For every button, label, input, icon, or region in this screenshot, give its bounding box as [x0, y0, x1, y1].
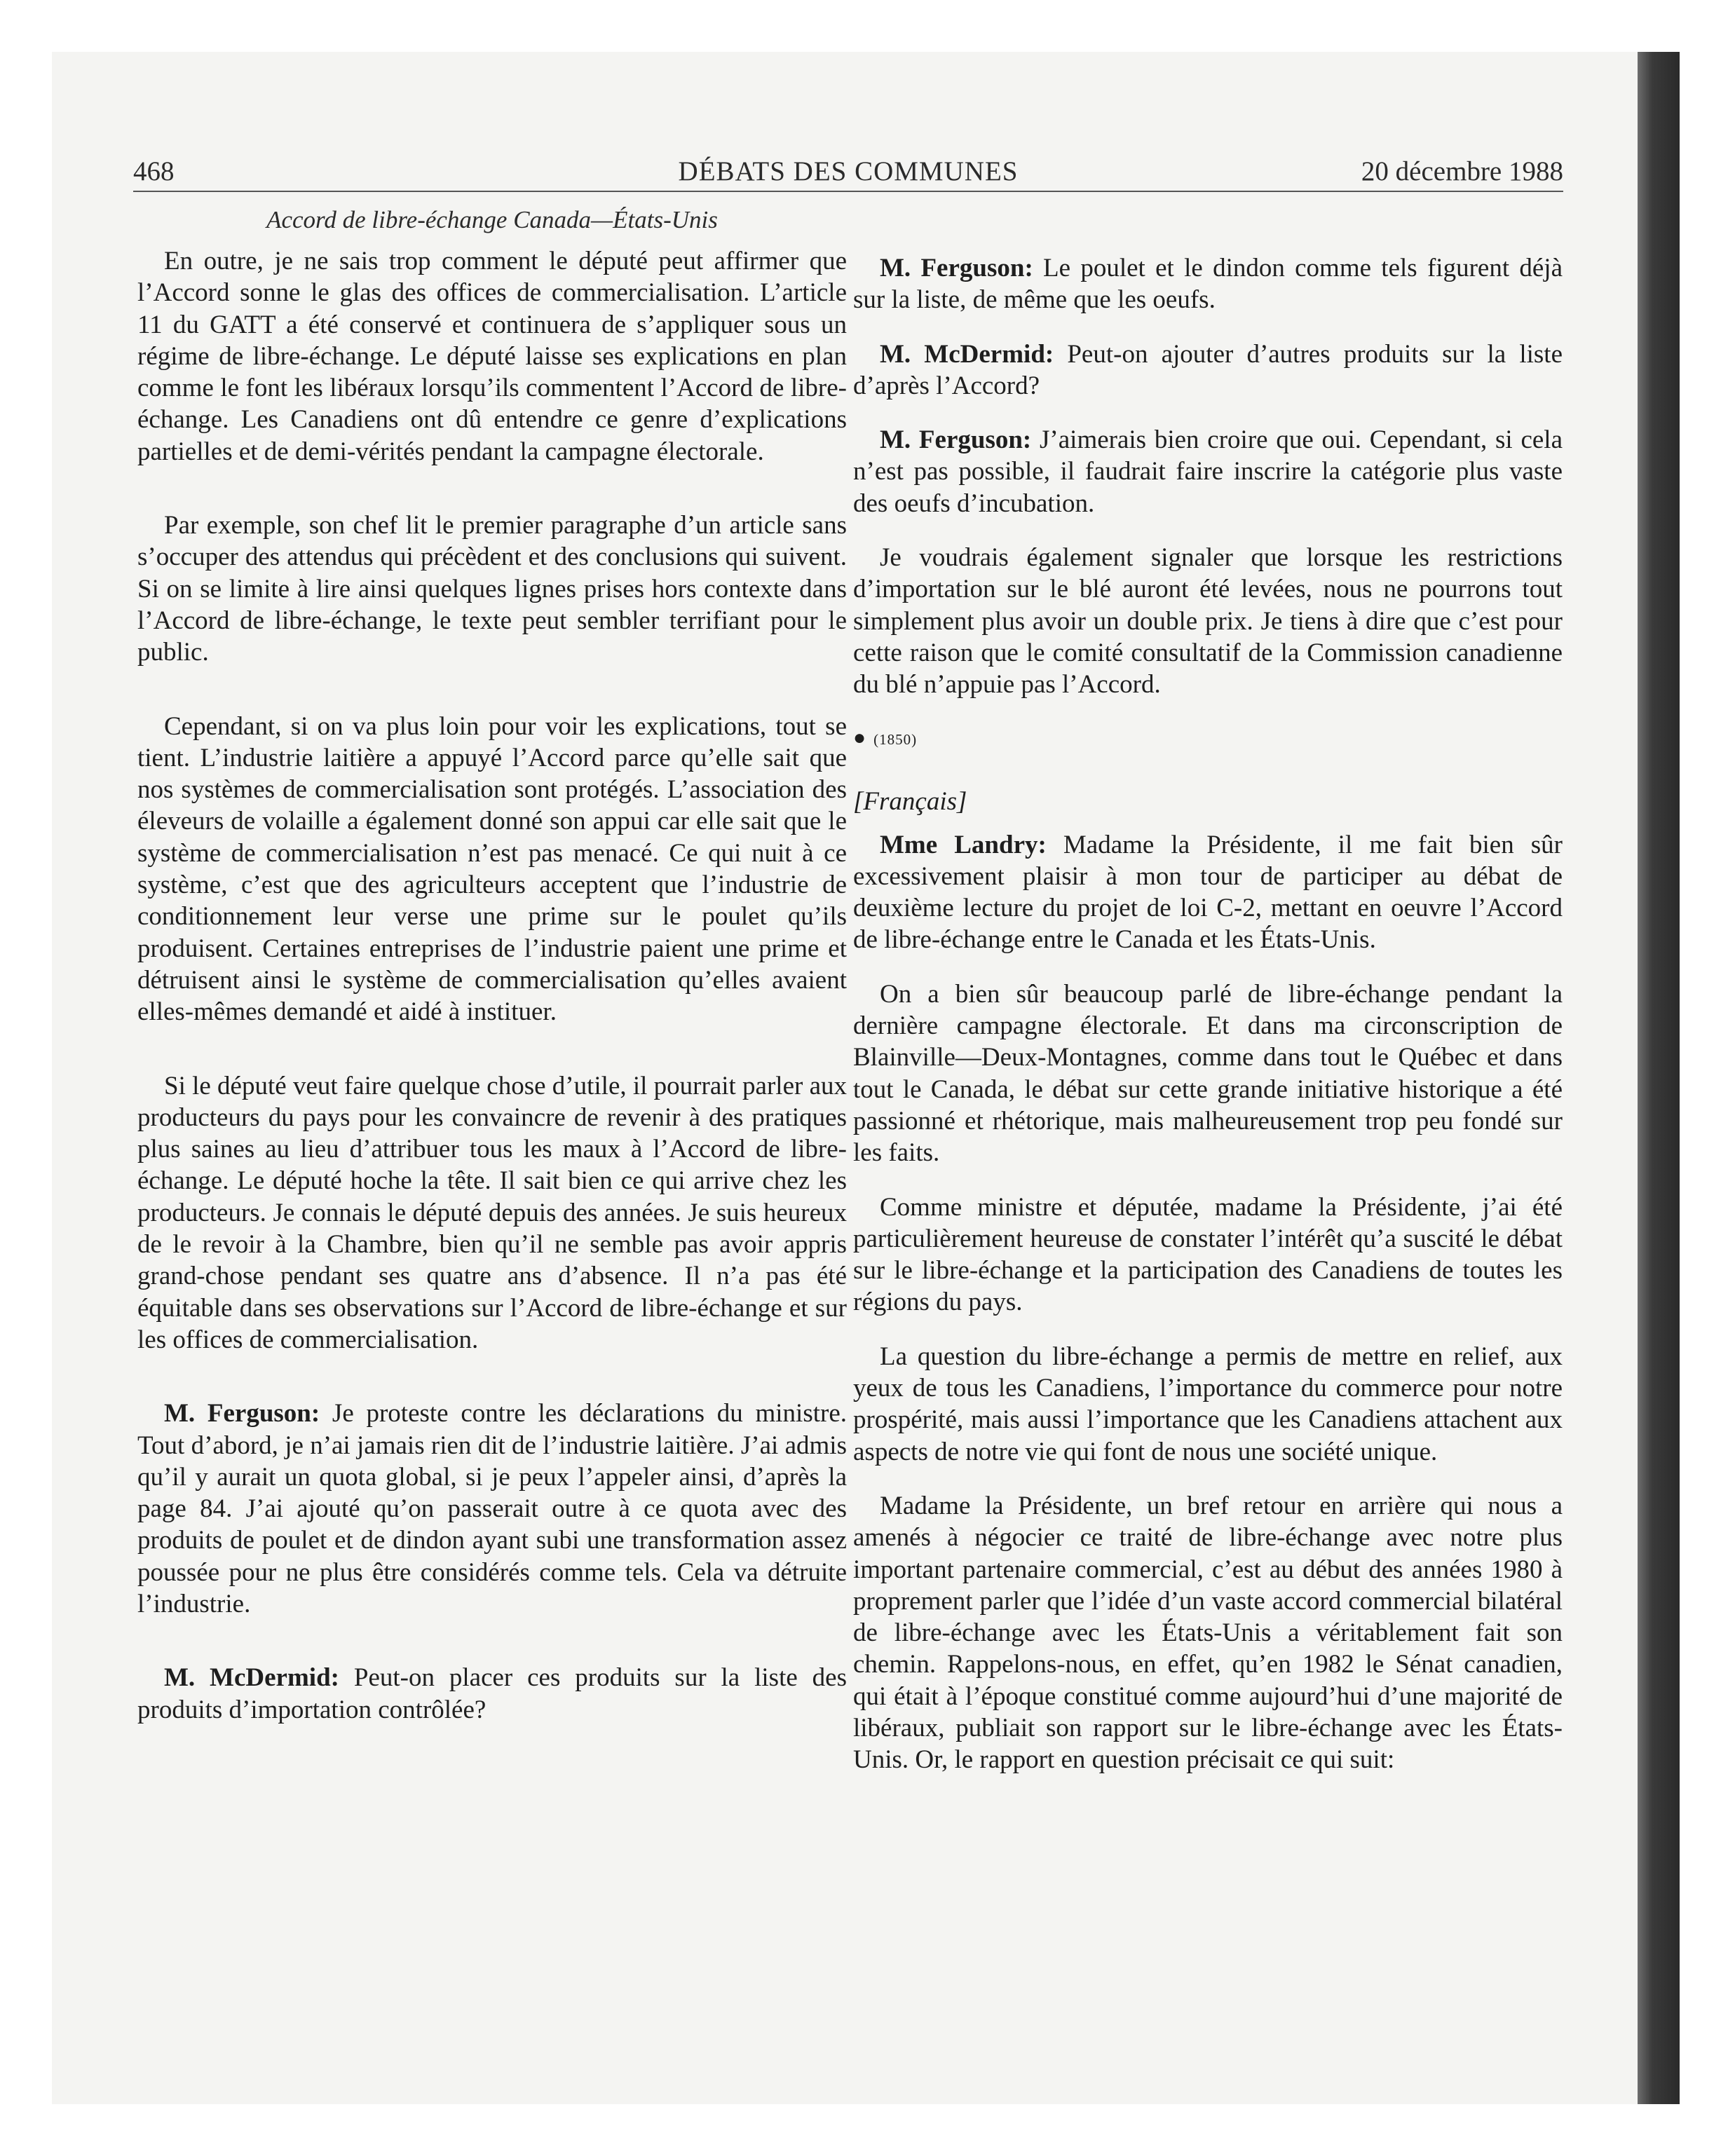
speech-ferguson: [853, 424, 1563, 519]
speech-ferguson: [853, 252, 1563, 316]
paragraph: Comme ministre et députée, madame la Présidente, j’ai été particulièrement heureuse de constater l’intérêt qu’a suscité le débat sur le libre-échange et la participation des Canadiens de toutes les régions du pays.: [853, 1192, 1563, 1317]
time-marker: [853, 726, 1563, 754]
speaker-name: M. McDermid:: [164, 1663, 339, 1693]
language-marker: [Français]: [853, 786, 967, 816]
speech-ferguson: [137, 1398, 847, 1620]
paragraph: En outre, je ne sais trop comment le député peut affirmer que l’Accord sonne le glas des offices de commercialisation. L’article 11 du GATT a été conservé et continuera de s’appliquer sous un régime de libre-échange. Le député laisse ses explications en plan comme le font les libéraux lorsqu’ils commentent l’Accord de libre-échange. Les Canadiens ont dû entendre ce genre d’explications partielles et de demi-vérités pendant la campagne électorale.: [137, 247, 847, 466]
paragraph: On a bien sûr beaucoup parlé de libre-échange pendant la dernière campagne électorale. Et dans ma circonscription de Blainville—Deux-Montagnes, comme dans tout le Québec et dans tout le Canada, le débat sur cette grande initiative historique a été passionné et rhétorique, mais malheureusement trop peu fondé sur les faits.: [853, 979, 1563, 1168]
speech-landry: [853, 829, 1563, 956]
speaker-name: M. McDermid:: [880, 339, 1054, 369]
speaker-name: Mme Landry:: [880, 830, 1047, 859]
speech-text: Je proteste contre les déclarations du ministre. Tout d’abord, je n’ai jamais rien dit de l’industrie laitière. J’ai admis qu’il y aurait un quota global, si je peux l’appeler ainsi, d’après la page 84. J’ai ajouté qu’on passerait outre à ce quota avec des produits de poulet et de dindon ayant subi une transformation assez poussée pour ne plus être considérés comme tels. Cela va détruite l’industrie.: [137, 1399, 847, 1618]
speaker-name: M. Ferguson:: [880, 425, 1032, 455]
bullet-icon: ●: [853, 725, 867, 749]
speaker-name: M. Ferguson:: [880, 254, 1033, 282]
journal-title: DÉBATS DES COMMUNES: [678, 156, 1019, 186]
paragraph: Madame la Présidente, un bref retour en arrière qui nous a amenés à négocier ce traité de libre-échange avec notre plus important partenaire commercial, c’est au début des années 1980 à proprement parler que l’idée d’un vaste accord commercial bilatéral de libre-échange avec les États-Unis a véritablement fait son chemin. Rappelons-nous, en effet, qu’en 1982 le Sénat canadien, qui était à l’époque constitué comme aujourd’hui d’une majorité de libéraux, publiait son rapport sur le libre-échange avec les États-Unis. Or, le rapport en question précisait ce qui suit:: [853, 1491, 1563, 1775]
speech-text: Peut-on ajouter d’autres produits sur la liste d’après l’Accord?: [853, 339, 1563, 400]
speaker-name: M. Ferguson:: [164, 1399, 320, 1428]
paragraph: Par exemple, son chef lit le premier paragraphe d’un article sans s’occuper des attendus qui précèdent et des conclusions qui suivent. Si on se limite à lire ainsi quelques lignes prises hors contexte dans l’Accord de libre-échange, le texte peut sembler terrifiant pour le public.: [137, 511, 847, 667]
page-number: 468: [133, 156, 175, 186]
speech-text: J’aimerais bien croire que oui. Cependant, si cela n’est pas possible, il faudrait faire inscrire la catégorie plus vaste des oeufs d’incubation.: [853, 425, 1563, 518]
header-rule: [133, 191, 1563, 192]
paragraph: Cependant, si on va plus loin pour voir les explications, tout se tient. L’industrie laitière a appuyé l’Accord parce qu’elle sait que nos systèmes de commercialisation sont protégés. L’association des éleveurs de volaille a également donné son appui car elle sait que le système de commercialisation n’est pas menacé. Ce qui nuit à ce système, c’est que des agriculteurs acceptent que l’industrie de conditionnement leur verse une prime sur le poulet qu’ils produisent. Certaines entreprises de l’industrie paient une prime et détruisent ainsi le système de commercialisation qu’elles avaient elles-mêmes demandé et aidé à instituer.: [137, 711, 847, 1027]
left-column: [137, 203, 847, 1726]
speech-text: Peut-on placer ces produits sur la liste des produits d’importation contrôlée?: [137, 1663, 847, 1724]
paragraph: La question du libre-échange a permis de mettre en relief, aux yeux de tous les Canadiens, l’importance du commerce pour notre prospérité, mais aussi l’importance que les Canadiens attachent aux aspects de notre vie qui font de nous une société unique.: [853, 1342, 1563, 1466]
scan-edge-shadow: [1638, 52, 1680, 2104]
speech-text: Madame la Présidente, il me fait bien sûr excessivement plaisir à mon tour de participer au débat de deuxième lecture du projet de loi C-2, mettant en oeuvre l’Accord de libre-échange entre le Canada et les États-Unis.: [853, 830, 1563, 955]
time-marker-text: (1850): [873, 730, 918, 748]
speech-text: Le poulet et le dindon comme tels figurent déjà sur la liste, de même que les oeufs.: [853, 254, 1563, 315]
speech-mcdermid: [137, 1662, 847, 1726]
speech-mcdermid: [853, 339, 1563, 402]
paragraph: Je voudrais également signaler que lorsque les restrictions d’importation sur le blé auront été levées, nous ne pourrons tout simplement plus avoir un double prix. Je tiens à dire que c’est pour cette raison que le comité consultatif de la Commission canadienne du blé n’appuie pas l’Accord.: [853, 543, 1563, 700]
paragraph: Si le député veut faire quelque chose d’utile, il pourrait parler aux producteurs du pays pour les convaincre de revenir à des pratiques plus saines au lieu d’attribuer tous les maux à l’Accord de libre-échange. Le député hoche la tête. Il sait bien ce qui arrive chez les producteurs. Je connais le député depuis des années. Je suis heureux de le revoir à la Chambre, bien qu’il ne semble pas avoir appris grand-chose pendant ses quatre ans d’absence. Il n’a pas été équitable dans ses observations sur l’Accord de libre-échange et sur les offices de commercialisation.: [137, 1071, 847, 1354]
header-date: 20 décembre 1988: [1361, 156, 1563, 186]
running-head: Accord de libre-échange Canada—États-Unis: [266, 206, 718, 233]
right-column: [853, 252, 1563, 1776]
page-header: [133, 156, 1563, 191]
